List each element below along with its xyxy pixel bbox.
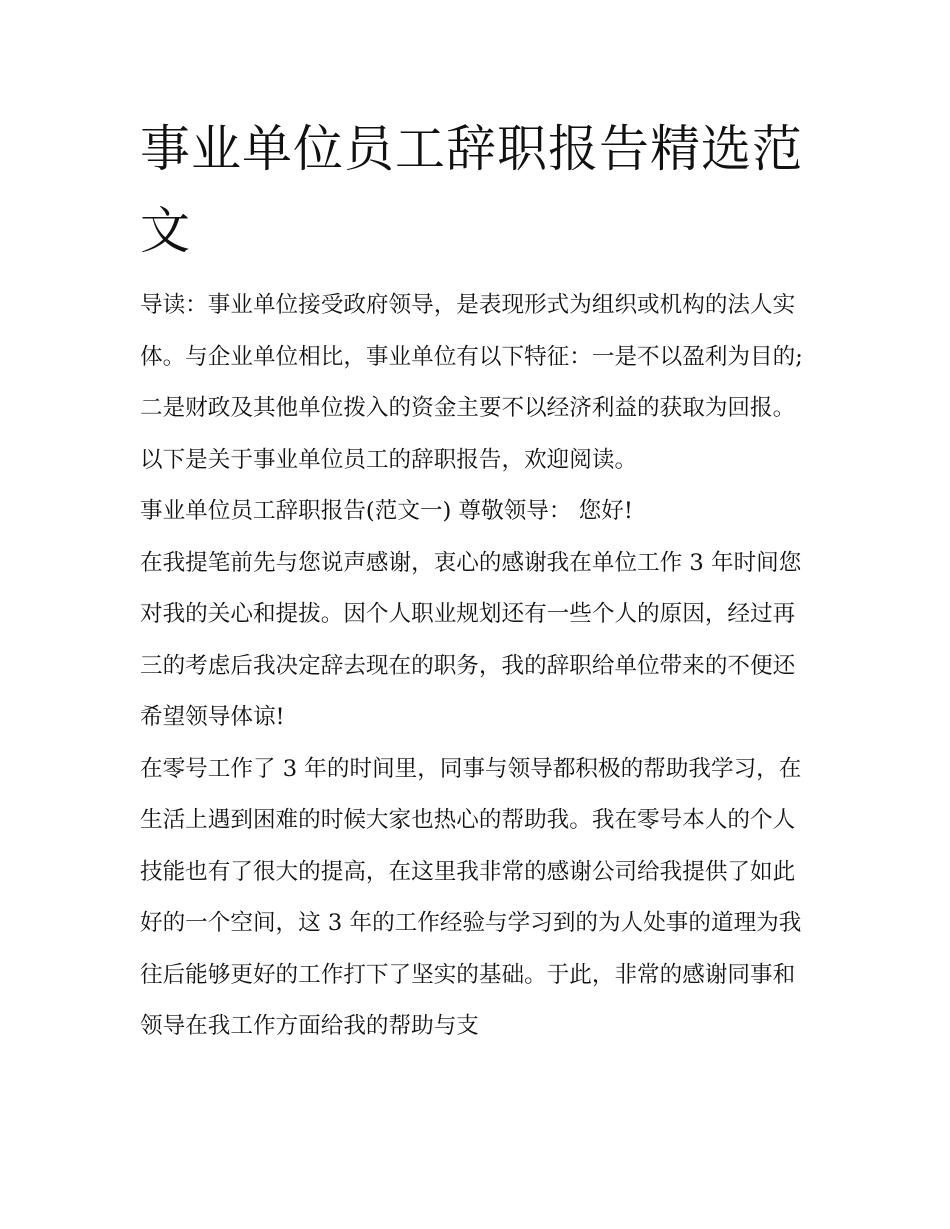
document-title: 事业单位员工辞职报告精选范文 bbox=[140, 120, 803, 260]
body-paragraph: 在零号工作了 3 年的时间里，同事与领导都积极的帮助我学习，在生活上遇到困难的时候大家也热心的帮助我。我在零号本人的个人技能也有了很大的提高，在这里我非常的感谢公司给我提供了如此好的一个空间，这 3 年的工作经验与学习到的为人处事的道理为我往后能够更好的工作打下了坚实的基础。于此，非常的感谢同事和领导在我工作方面给我的帮助与支 bbox=[140, 755, 802, 1039]
document-body bbox=[140, 280, 812, 1053]
salutation-paragraph: 事业单位员工辞职报告(范文一) 尊敬领导： 您好! bbox=[140, 498, 633, 524]
intro-paragraph: 导读：事业单位接受政府领导，是表现形式为组织或机构的法人实体。与企业单位相比，事业单位有以下特征：一是不以盈利为目的;二是财政及其他单位拨入的资金主要不以经济利益的获取为回报。以下是关于事业单位员工的辞职报告，欢迎阅读。 bbox=[140, 292, 803, 473]
body-paragraph: 在我提笔前先与您说声感谢，衷心的感谢我在单位工作 3 年时间您对我的关心和提拔。因个人职业规划还有一些个人的原因，经过再三的考虑后我决定辞去现在的职务，我的辞职给单位带来的不便还希望领导体谅! bbox=[140, 549, 802, 730]
